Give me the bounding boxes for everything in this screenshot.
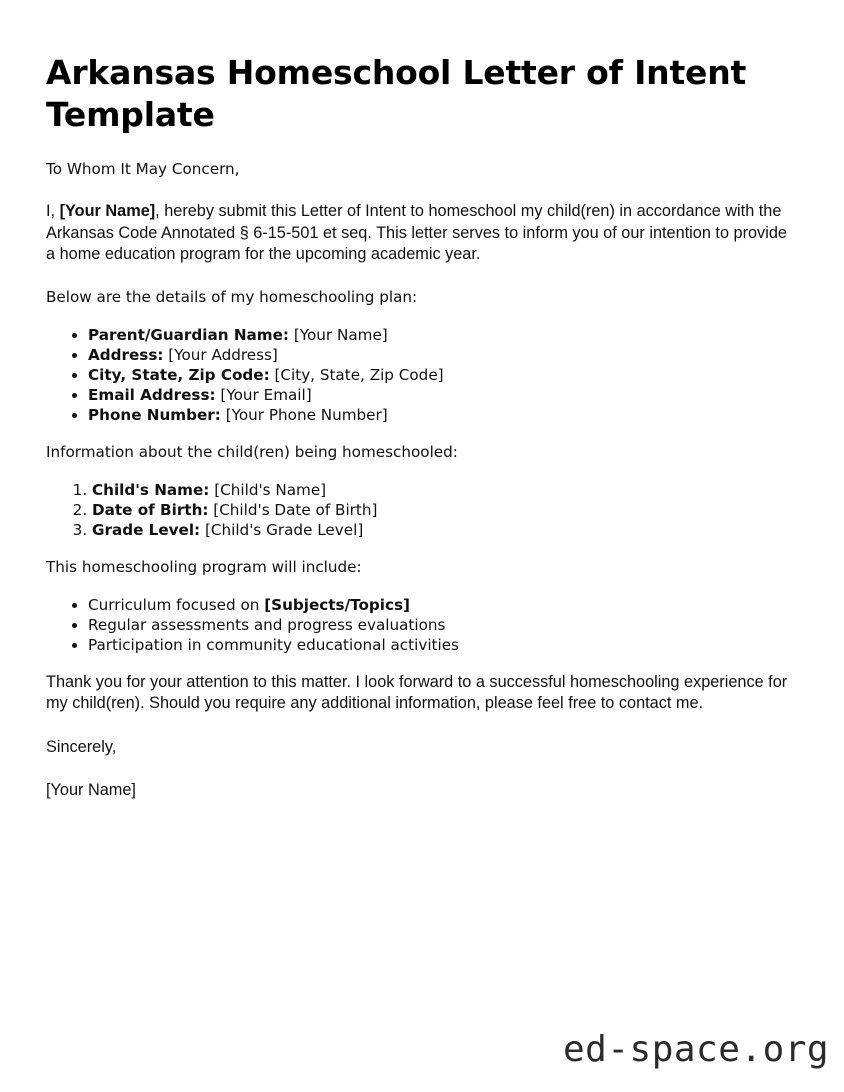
detail-label: City, State, Zip Code: [88,365,270,384]
document-content [46,0,792,802]
detail-value: [Your Address] [168,345,278,364]
list-item [92,500,792,520]
intro-rest: , hereby submit this Letter of Intent to homeschool my child(ren) in accordance with the Arkansas Code Annotated § 6-15-501 et seq. This letter serves to inform you of our intention to provide a home education program for the upcoming academic year. [46,202,787,264]
page-title: Arkansas Homeschool Letter of Intent Template [46,53,747,134]
program-intro: This homeschooling program will include: [46,557,362,576]
detail-value: [Child's Date of Birth] [213,500,378,519]
list-item [88,405,792,425]
detail-label: Child's Name: [92,480,210,499]
program-item-text: Participation in community educational activities [88,635,459,654]
detail-label: Address: [88,345,164,364]
detail-value: [City, State, Zip Code] [274,365,444,384]
list-item [88,345,792,365]
program-item-text: Curriculum focused on [88,595,265,614]
salutation: To Whom It May Concern, [46,160,240,179]
detail-label: Phone Number: [88,405,221,424]
intro-name-placeholder: [Your Name] [59,202,156,221]
watermark: ed-space.org [563,1029,830,1070]
parent-details-list [46,325,792,425]
list-item [92,480,792,500]
list-item [88,325,792,345]
program-item-text: Regular assessments and progress evaluations [88,615,446,634]
list-item [88,615,792,635]
list-item [88,365,792,385]
intro-paragraph [46,201,792,266]
child-details-list [46,480,792,540]
details-intro: Below are the details of my homeschooling plan: [46,287,418,306]
intro-lead: I, [46,202,60,221]
program-items-list [46,595,792,655]
detail-value: [Child's Name] [214,480,327,499]
detail-label: Email Address: [88,385,216,404]
list-item [88,635,792,655]
detail-value: [Child's Grade Level] [204,520,364,539]
child-intro: Information about the child(ren) being homeschooled: [46,442,458,461]
detail-label: Grade Level: [92,520,201,539]
detail-label: Date of Birth: [92,500,209,519]
signoff: Sincerely, [46,737,117,756]
detail-label: Parent/Guardian Name: [88,325,289,344]
detail-value: [Your Name] [293,325,388,344]
closing-paragraph: Thank you for your attention to this matter. I look forward to a successful homeschooling experience for my child(ren). Should you require any additional information, please feel free to contact me. [46,672,788,713]
program-item-emphasis: [Subjects/Topics] [264,595,410,614]
detail-value: [Your Phone Number] [225,405,388,424]
list-item [92,520,792,540]
list-item [88,385,792,405]
signature-name: [Your Name] [46,781,136,800]
detail-value: [Your Email] [220,385,312,404]
list-item [88,595,792,615]
